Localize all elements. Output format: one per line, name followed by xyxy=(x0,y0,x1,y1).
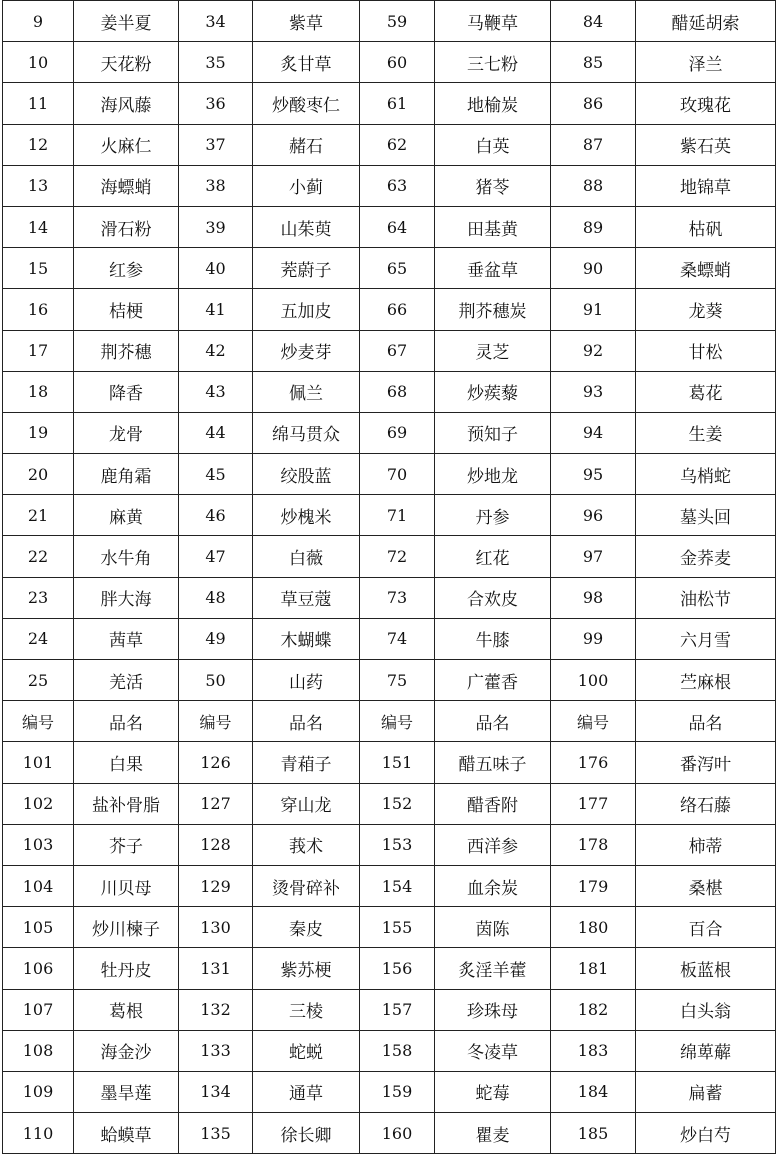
herb-name-cell: 山茱萸 xyxy=(253,206,360,247)
table-row xyxy=(3,42,776,83)
item-number-cell: 91 xyxy=(551,289,636,330)
item-number-cell: 105 xyxy=(3,907,74,948)
item-number-cell: 12 xyxy=(3,124,74,165)
item-number-cell: 46 xyxy=(179,495,253,536)
item-number-cell: 48 xyxy=(179,577,253,618)
item-number-cell: 66 xyxy=(360,289,435,330)
item-number-cell: 99 xyxy=(551,618,636,659)
herb-name-cell: 荆芥穗 xyxy=(74,330,179,371)
item-number-cell: 107 xyxy=(3,989,74,1030)
item-number-cell: 63 xyxy=(360,165,435,206)
table-row xyxy=(3,618,776,659)
item-number-cell: 18 xyxy=(3,371,74,412)
herb-name-cell: 海螵蛸 xyxy=(74,165,179,206)
table-row xyxy=(3,454,776,495)
item-number-cell: 50 xyxy=(179,660,253,701)
table-row xyxy=(3,742,776,783)
herb-name-cell: 百合 xyxy=(636,907,776,948)
herb-name-cell: 血余炭 xyxy=(435,865,551,906)
herb-name-cell: 蛤蟆草 xyxy=(74,1113,179,1154)
table-row xyxy=(3,495,776,536)
herb-name-cell: 水牛角 xyxy=(74,536,179,577)
herb-name-cell: 滑石粉 xyxy=(74,206,179,247)
item-number-cell: 编号 xyxy=(179,701,253,742)
item-number-cell: 10 xyxy=(3,42,74,83)
item-number-cell: 23 xyxy=(3,577,74,618)
herb-name-cell: 三七粉 xyxy=(435,42,551,83)
herb-name-cell: 西洋参 xyxy=(435,824,551,865)
herb-name-cell: 桑螵蛸 xyxy=(636,248,776,289)
item-number-cell: 154 xyxy=(360,865,435,906)
herb-name-cell: 麻黄 xyxy=(74,495,179,536)
item-number-cell: 128 xyxy=(179,824,253,865)
herb-name-cell: 白薇 xyxy=(253,536,360,577)
item-number-cell: 153 xyxy=(360,824,435,865)
herb-name-cell: 炒酸枣仁 xyxy=(253,83,360,124)
table-row xyxy=(3,824,776,865)
item-number-cell: 86 xyxy=(551,83,636,124)
herb-name-cell: 冬凌草 xyxy=(435,1030,551,1071)
herb-name-cell: 荆芥穗炭 xyxy=(435,289,551,330)
item-number-cell: 131 xyxy=(179,948,253,989)
herb-name-cell: 通草 xyxy=(253,1071,360,1112)
herb-name-cell: 茺蔚子 xyxy=(253,248,360,289)
item-number-cell: 160 xyxy=(360,1113,435,1154)
item-number-cell: 34 xyxy=(179,1,253,42)
herb-name-cell: 蛇莓 xyxy=(435,1071,551,1112)
item-number-cell: 184 xyxy=(551,1071,636,1112)
herb-name-cell: 墓头回 xyxy=(636,495,776,536)
herb-name-cell: 葛根 xyxy=(74,989,179,1030)
herb-name-cell: 炒槐米 xyxy=(253,495,360,536)
herb-name-cell: 醋五味子 xyxy=(435,742,551,783)
herb-name-cell: 绞股蓝 xyxy=(253,454,360,495)
item-number-cell: 编号 xyxy=(551,701,636,742)
herb-name-cell: 丹参 xyxy=(435,495,551,536)
table-row xyxy=(3,206,776,247)
table-row xyxy=(3,577,776,618)
item-number-cell: 158 xyxy=(360,1030,435,1071)
herb-name-cell: 炒蒺藜 xyxy=(435,371,551,412)
herb-name-cell: 珍珠母 xyxy=(435,989,551,1030)
item-number-cell: 155 xyxy=(360,907,435,948)
herb-name-cell: 徐长卿 xyxy=(253,1113,360,1154)
herb-name-cell: 绵萆薢 xyxy=(636,1030,776,1071)
herb-name-cell: 天花粉 xyxy=(74,42,179,83)
item-number-cell: 62 xyxy=(360,124,435,165)
herb-name-cell: 山药 xyxy=(253,660,360,701)
item-number-cell: 75 xyxy=(360,660,435,701)
item-number-cell: 102 xyxy=(3,783,74,824)
herb-name-cell: 青葙子 xyxy=(253,742,360,783)
item-number-cell: 编号 xyxy=(360,701,435,742)
herb-name-cell: 鹿角霜 xyxy=(74,454,179,495)
item-number-cell: 84 xyxy=(551,1,636,42)
herb-list-table xyxy=(2,0,776,1154)
item-number-cell: 178 xyxy=(551,824,636,865)
table-row xyxy=(3,124,776,165)
item-number-cell: 87 xyxy=(551,124,636,165)
item-number-cell: 38 xyxy=(179,165,253,206)
item-number-cell: 129 xyxy=(179,865,253,906)
herb-name-cell: 预知子 xyxy=(435,412,551,453)
item-number-cell: 65 xyxy=(360,248,435,289)
item-number-cell: 37 xyxy=(179,124,253,165)
herb-name-cell: 玫瑰花 xyxy=(636,83,776,124)
item-number-cell: 编号 xyxy=(3,701,74,742)
item-number-cell: 179 xyxy=(551,865,636,906)
table-row xyxy=(3,248,776,289)
item-number-cell: 130 xyxy=(179,907,253,948)
herb-name-cell: 垂盆草 xyxy=(435,248,551,289)
herb-name-cell: 田基黄 xyxy=(435,206,551,247)
herb-name-cell: 炒川楝子 xyxy=(74,907,179,948)
item-number-cell: 95 xyxy=(551,454,636,495)
item-number-cell: 93 xyxy=(551,371,636,412)
herb-name-cell: 番泻叶 xyxy=(636,742,776,783)
herb-name-cell: 白果 xyxy=(74,742,179,783)
herb-name-cell: 三棱 xyxy=(253,989,360,1030)
herb-name-cell: 川贝母 xyxy=(74,865,179,906)
herb-name-cell: 小蓟 xyxy=(253,165,360,206)
item-number-cell: 13 xyxy=(3,165,74,206)
herb-name-cell: 地锦草 xyxy=(636,165,776,206)
item-number-cell: 44 xyxy=(179,412,253,453)
herb-name-cell: 龙骨 xyxy=(74,412,179,453)
item-number-cell: 71 xyxy=(360,495,435,536)
herb-name-cell: 海金沙 xyxy=(74,1030,179,1071)
item-number-cell: 11 xyxy=(3,83,74,124)
herb-name-cell: 姜半夏 xyxy=(74,1,179,42)
item-number-cell: 126 xyxy=(179,742,253,783)
item-number-cell: 17 xyxy=(3,330,74,371)
item-number-cell: 59 xyxy=(360,1,435,42)
item-number-cell: 156 xyxy=(360,948,435,989)
item-number-cell: 159 xyxy=(360,1071,435,1112)
table-row xyxy=(3,1113,776,1154)
herb-name-cell: 穿山龙 xyxy=(253,783,360,824)
herb-name-cell: 品名 xyxy=(74,701,179,742)
item-number-cell: 70 xyxy=(360,454,435,495)
herb-name-cell: 盐补骨脂 xyxy=(74,783,179,824)
herb-name-cell: 马鞭草 xyxy=(435,1,551,42)
item-number-cell: 135 xyxy=(179,1113,253,1154)
herb-name-cell: 胖大海 xyxy=(74,577,179,618)
item-number-cell: 74 xyxy=(360,618,435,659)
table-body xyxy=(3,1,776,1154)
item-number-cell: 73 xyxy=(360,577,435,618)
item-number-cell: 97 xyxy=(551,536,636,577)
herb-name-cell: 广藿香 xyxy=(435,660,551,701)
herb-name-cell: 红花 xyxy=(435,536,551,577)
item-number-cell: 14 xyxy=(3,206,74,247)
item-number-cell: 22 xyxy=(3,536,74,577)
table-row xyxy=(3,660,776,701)
item-number-cell: 109 xyxy=(3,1071,74,1112)
herb-name-cell: 蛇蜕 xyxy=(253,1030,360,1071)
herb-name-cell: 羌活 xyxy=(74,660,179,701)
herb-name-cell: 瞿麦 xyxy=(435,1113,551,1154)
herb-name-cell: 牡丹皮 xyxy=(74,948,179,989)
item-number-cell: 157 xyxy=(360,989,435,1030)
table-row xyxy=(3,1071,776,1112)
item-number-cell: 185 xyxy=(551,1113,636,1154)
item-number-cell: 134 xyxy=(179,1071,253,1112)
herb-name-cell: 烫骨碎补 xyxy=(253,865,360,906)
herb-name-cell: 品名 xyxy=(253,701,360,742)
table-row xyxy=(3,289,776,330)
item-number-cell: 177 xyxy=(551,783,636,824)
item-number-cell: 64 xyxy=(360,206,435,247)
herb-name-cell: 品名 xyxy=(435,701,551,742)
item-number-cell: 43 xyxy=(179,371,253,412)
table-row xyxy=(3,783,776,824)
herb-name-cell: 炒麦芽 xyxy=(253,330,360,371)
herb-name-cell: 乌梢蛇 xyxy=(636,454,776,495)
herb-name-cell: 醋延胡索 xyxy=(636,1,776,42)
herb-name-cell: 炙甘草 xyxy=(253,42,360,83)
herb-name-cell: 泽兰 xyxy=(636,42,776,83)
item-number-cell: 181 xyxy=(551,948,636,989)
herb-name-cell: 紫苏梗 xyxy=(253,948,360,989)
item-number-cell: 85 xyxy=(551,42,636,83)
table-row xyxy=(3,865,776,906)
herb-name-cell: 芥子 xyxy=(74,824,179,865)
herb-name-cell: 莪术 xyxy=(253,824,360,865)
table-row xyxy=(3,412,776,453)
item-number-cell: 25 xyxy=(3,660,74,701)
herb-name-cell: 绵马贯众 xyxy=(253,412,360,453)
item-number-cell: 104 xyxy=(3,865,74,906)
herb-name-cell: 葛花 xyxy=(636,371,776,412)
table-row xyxy=(3,1030,776,1071)
herb-name-cell: 甘松 xyxy=(636,330,776,371)
herb-name-cell: 炒白芍 xyxy=(636,1113,776,1154)
herb-name-cell: 牛膝 xyxy=(435,618,551,659)
herb-name-cell: 白头翁 xyxy=(636,989,776,1030)
item-number-cell: 35 xyxy=(179,42,253,83)
herb-name-cell: 灵芝 xyxy=(435,330,551,371)
herb-name-cell: 茜草 xyxy=(74,618,179,659)
herb-name-cell: 草豆蔻 xyxy=(253,577,360,618)
herb-name-cell: 品名 xyxy=(636,701,776,742)
item-number-cell: 67 xyxy=(360,330,435,371)
herb-name-cell: 红参 xyxy=(74,248,179,289)
item-number-cell: 19 xyxy=(3,412,74,453)
table-row xyxy=(3,948,776,989)
herb-name-cell: 炒地龙 xyxy=(435,454,551,495)
table-row xyxy=(3,536,776,577)
table-row xyxy=(3,371,776,412)
item-number-cell: 60 xyxy=(360,42,435,83)
item-number-cell: 183 xyxy=(551,1030,636,1071)
herb-name-cell: 炙淫羊藿 xyxy=(435,948,551,989)
item-number-cell: 41 xyxy=(179,289,253,330)
item-number-cell: 89 xyxy=(551,206,636,247)
herb-name-cell: 佩兰 xyxy=(253,371,360,412)
herb-name-cell: 龙葵 xyxy=(636,289,776,330)
herb-name-cell: 墨旱莲 xyxy=(74,1071,179,1112)
item-number-cell: 108 xyxy=(3,1030,74,1071)
herb-name-cell: 火麻仁 xyxy=(74,124,179,165)
item-number-cell: 90 xyxy=(551,248,636,289)
herb-name-cell: 生姜 xyxy=(636,412,776,453)
item-number-cell: 106 xyxy=(3,948,74,989)
item-number-cell: 9 xyxy=(3,1,74,42)
item-number-cell: 110 xyxy=(3,1113,74,1154)
herb-name-cell: 茵陈 xyxy=(435,907,551,948)
herb-name-cell: 六月雪 xyxy=(636,618,776,659)
item-number-cell: 68 xyxy=(360,371,435,412)
herb-name-cell: 柿蒂 xyxy=(636,824,776,865)
herb-name-cell: 扁蓄 xyxy=(636,1071,776,1112)
item-number-cell: 15 xyxy=(3,248,74,289)
item-number-cell: 103 xyxy=(3,824,74,865)
item-number-cell: 101 xyxy=(3,742,74,783)
item-number-cell: 180 xyxy=(551,907,636,948)
item-number-cell: 96 xyxy=(551,495,636,536)
table-row xyxy=(3,330,776,371)
herb-name-cell: 秦皮 xyxy=(253,907,360,948)
table-row xyxy=(3,701,776,742)
herb-name-cell: 紫石英 xyxy=(636,124,776,165)
herb-name-cell: 白英 xyxy=(435,124,551,165)
herb-name-cell: 醋香附 xyxy=(435,783,551,824)
herb-name-cell: 木蝴蝶 xyxy=(253,618,360,659)
item-number-cell: 40 xyxy=(179,248,253,289)
herb-name-cell: 猪苓 xyxy=(435,165,551,206)
item-number-cell: 127 xyxy=(179,783,253,824)
item-number-cell: 69 xyxy=(360,412,435,453)
item-number-cell: 94 xyxy=(551,412,636,453)
herb-name-cell: 络石藤 xyxy=(636,783,776,824)
item-number-cell: 61 xyxy=(360,83,435,124)
herb-name-cell: 桔梗 xyxy=(74,289,179,330)
herb-name-cell: 油松节 xyxy=(636,577,776,618)
herb-name-cell: 桑椹 xyxy=(636,865,776,906)
herb-name-cell: 地榆炭 xyxy=(435,83,551,124)
herb-name-cell: 金荞麦 xyxy=(636,536,776,577)
herb-name-cell: 紫草 xyxy=(253,1,360,42)
item-number-cell: 39 xyxy=(179,206,253,247)
item-number-cell: 47 xyxy=(179,536,253,577)
item-number-cell: 72 xyxy=(360,536,435,577)
table-row xyxy=(3,165,776,206)
herb-name-cell: 五加皮 xyxy=(253,289,360,330)
herb-name-cell: 苎麻根 xyxy=(636,660,776,701)
herb-name-cell: 海风藤 xyxy=(74,83,179,124)
item-number-cell: 132 xyxy=(179,989,253,1030)
item-number-cell: 152 xyxy=(360,783,435,824)
table-row xyxy=(3,989,776,1030)
herb-name-cell: 赭石 xyxy=(253,124,360,165)
item-number-cell: 98 xyxy=(551,577,636,618)
table-row xyxy=(3,83,776,124)
table-row xyxy=(3,1,776,42)
item-number-cell: 24 xyxy=(3,618,74,659)
item-number-cell: 100 xyxy=(551,660,636,701)
herb-name-cell: 合欢皮 xyxy=(435,577,551,618)
item-number-cell: 88 xyxy=(551,165,636,206)
item-number-cell: 151 xyxy=(360,742,435,783)
item-number-cell: 182 xyxy=(551,989,636,1030)
item-number-cell: 45 xyxy=(179,454,253,495)
item-number-cell: 36 xyxy=(179,83,253,124)
item-number-cell: 16 xyxy=(3,289,74,330)
item-number-cell: 49 xyxy=(179,618,253,659)
item-number-cell: 176 xyxy=(551,742,636,783)
herb-name-cell: 枯矾 xyxy=(636,206,776,247)
item-number-cell: 20 xyxy=(3,454,74,495)
item-number-cell: 21 xyxy=(3,495,74,536)
item-number-cell: 42 xyxy=(179,330,253,371)
table-row xyxy=(3,907,776,948)
herb-name-cell: 板蓝根 xyxy=(636,948,776,989)
item-number-cell: 133 xyxy=(179,1030,253,1071)
item-number-cell: 92 xyxy=(551,330,636,371)
herb-name-cell: 降香 xyxy=(74,371,179,412)
